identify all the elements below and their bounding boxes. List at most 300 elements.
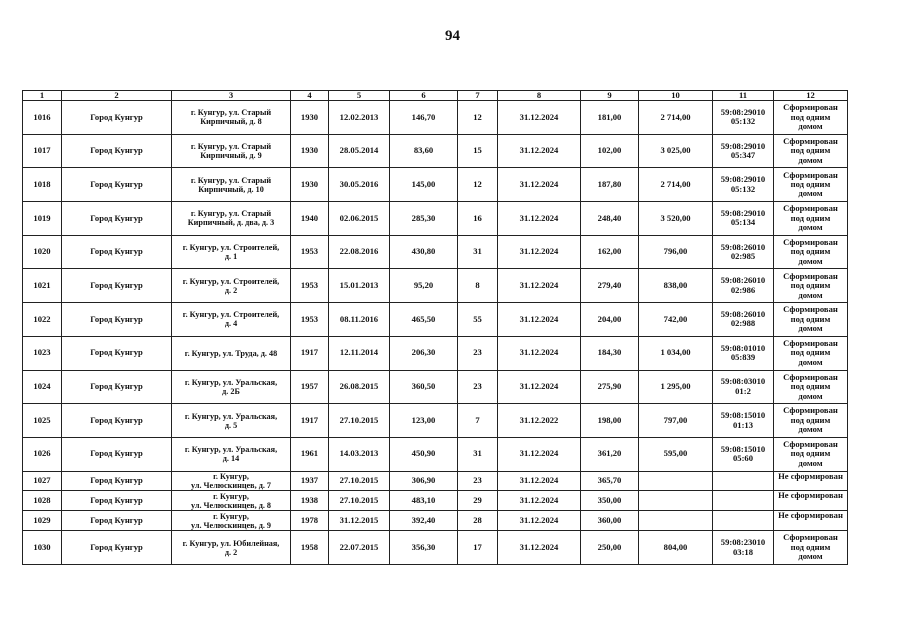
- year-built-cell: [291, 269, 329, 303]
- date-text: 14.03.2013: [339, 448, 379, 459]
- row-number-text: 1030: [33, 541, 51, 552]
- area-cell: [390, 336, 458, 370]
- column-header: 4: [291, 91, 329, 101]
- cost-text: 838,00: [663, 280, 688, 291]
- deadline-text: 31.12.2024: [519, 448, 559, 459]
- area-cell: [390, 134, 458, 168]
- deadline-cell: [498, 235, 581, 269]
- cost-per-sqm-cell: [581, 491, 639, 511]
- residents-text: 23: [473, 475, 482, 486]
- cadastral-number-cell: [713, 269, 774, 303]
- address-text: г. Кунгур,: [213, 472, 249, 481]
- address-text: г. Кунгур, ул. Старый: [190, 175, 272, 185]
- deadline-text: 31.12.2024: [519, 347, 559, 358]
- cost-cell: [639, 511, 713, 531]
- date-text: 08.11.2016: [339, 313, 379, 324]
- address-text: Кирпичный, д. два, д. 3: [187, 218, 275, 228]
- land-status-text: домом: [798, 424, 823, 435]
- municipality-cell: [62, 202, 172, 236]
- land-status-cell: [774, 471, 848, 491]
- municipality-text: Город Кунгур: [90, 448, 143, 459]
- cadastral-number-text: 59:08:15010: [720, 443, 766, 454]
- cadastral-number-cell: [713, 168, 774, 202]
- address-cell: [172, 336, 291, 370]
- area-text: 95,20: [413, 280, 434, 291]
- year-built-text: 1953: [300, 246, 319, 257]
- address-text: д. 2Б: [222, 386, 240, 396]
- municipality-cell: [62, 303, 172, 337]
- land-status-cell: [774, 303, 848, 337]
- land-status-cell: [774, 370, 848, 404]
- deadline-text: 31.12.2024: [519, 495, 559, 506]
- cost-per-sqm-cell: [581, 235, 639, 269]
- date-text: 31.12.2015: [339, 515, 379, 526]
- date-cell: [329, 471, 390, 491]
- residents-cell: [458, 471, 498, 491]
- year-built-text: 1917: [300, 414, 319, 425]
- cadastral-number-cell: [713, 235, 774, 269]
- cost-cell: [639, 235, 713, 269]
- land-status-text: Сформирован: [783, 270, 838, 281]
- address-cell: [172, 491, 291, 511]
- date-cell: [329, 269, 390, 303]
- municipality-text: Город Кунгур: [90, 280, 143, 291]
- row-number-cell: [23, 134, 62, 168]
- address-text: Кирпичный, д. 8: [200, 117, 262, 127]
- deadline-text: 31.12.2024: [519, 313, 559, 324]
- date-text: 27.10.2015: [339, 414, 379, 425]
- area-text: 285,30: [411, 212, 436, 223]
- cadastral-number-text: 05:60: [732, 453, 754, 464]
- land-status-text: под одним: [790, 347, 831, 358]
- area-cell: [390, 202, 458, 236]
- cost-cell: [639, 370, 713, 404]
- year-built-cell: [291, 404, 329, 438]
- date-text: 12.11.2014: [339, 347, 379, 358]
- column-header: 8: [498, 91, 581, 101]
- area-cell: [390, 235, 458, 269]
- municipality-cell: [62, 404, 172, 438]
- address-text: д. 2: [224, 285, 238, 295]
- cost-per-sqm-cell: [581, 168, 639, 202]
- deadline-text: 31.12.2024: [519, 381, 559, 392]
- column-header: 6: [390, 91, 458, 101]
- municipality-cell: [62, 370, 172, 404]
- address-text: г. Кунгур, ул. Старый: [190, 209, 272, 219]
- cadastral-number-text: 59:08:26010: [720, 241, 766, 252]
- deadline-text: 31.12.2024: [519, 515, 559, 526]
- deadline-cell: [498, 202, 581, 236]
- row-number-cell: [23, 269, 62, 303]
- cost-per-sqm-text: 365,70: [597, 475, 622, 486]
- deadline-text: 31.12.2022: [519, 414, 559, 425]
- cost-per-sqm-cell: [581, 202, 639, 236]
- residents-text: 55: [473, 313, 482, 324]
- deadline-text: 31.12.2024: [519, 475, 559, 486]
- deadline-text: 31.12.2024: [519, 246, 559, 257]
- cost-per-sqm-cell: [581, 303, 639, 337]
- cost-text: 595,00: [663, 448, 688, 459]
- land-status-cell: [774, 491, 848, 511]
- cadastral-number-text: 05:132: [730, 116, 756, 127]
- table-row: [23, 471, 848, 491]
- cadastral-number-text: 59:08:29010: [720, 106, 766, 117]
- year-built-text: 1953: [300, 313, 319, 324]
- residents-cell: [458, 168, 498, 202]
- year-built-cell: [291, 491, 329, 511]
- cost-cell: [639, 471, 713, 491]
- land-status-text: Сформирован: [783, 169, 838, 180]
- row-number-text: 1029: [33, 515, 51, 526]
- land-status-cell: [774, 336, 848, 370]
- column-header: 11: [713, 91, 774, 101]
- land-status-text: Сформирован: [783, 532, 838, 543]
- residents-cell: [458, 370, 498, 404]
- date-text: 27.10.2015: [339, 495, 379, 506]
- address-cell: [172, 134, 291, 168]
- residents-text: 12: [473, 111, 482, 122]
- year-built-cell: [291, 370, 329, 404]
- address-text: г. Кунгур,: [213, 511, 249, 521]
- municipality-text: Город Кунгур: [90, 178, 143, 189]
- residents-cell: [458, 336, 498, 370]
- cost-text: 1 034,00: [660, 347, 691, 358]
- cost-cell: [639, 269, 713, 303]
- cadastral-number-cell: [713, 370, 774, 404]
- row-number-text: 1016: [33, 111, 51, 122]
- cadastral-number-text: 59:08:29010: [720, 174, 766, 185]
- cost-per-sqm-cell: [581, 269, 639, 303]
- cadastral-number-cell: [713, 511, 774, 531]
- cost-cell: [639, 134, 713, 168]
- page-number: 94: [445, 28, 460, 44]
- cost-cell: [639, 168, 713, 202]
- municipality-cell: [62, 437, 172, 471]
- area-text: 392,40: [411, 515, 436, 526]
- cadastral-number-cell: [713, 336, 774, 370]
- date-cell: [329, 336, 390, 370]
- cadastral-number-cell: [713, 531, 774, 565]
- row-number-cell: [23, 168, 62, 202]
- row-number-cell: [23, 370, 62, 404]
- cost-per-sqm-cell: [581, 531, 639, 565]
- cost-per-sqm-cell: [581, 471, 639, 491]
- land-status-cell: [774, 202, 848, 236]
- address-text: ул. Челюскинцев, д. 8: [190, 500, 272, 510]
- date-cell: [329, 303, 390, 337]
- address-text: г. Кунгур,: [213, 491, 249, 501]
- table-row: [23, 235, 848, 269]
- deadline-text: 31.12.2024: [519, 111, 559, 122]
- cadastral-number-text: 59:08:15010: [720, 410, 766, 421]
- address-cell: [172, 235, 291, 269]
- land-status-text: под одним: [790, 381, 831, 392]
- cadastral-number-text: 59:08:29010: [720, 140, 766, 151]
- address-cell: [172, 511, 291, 531]
- address-text: ул. Челюскинцев, д. 9: [190, 520, 272, 530]
- column-header: 2: [62, 91, 172, 101]
- address-cell: [172, 531, 291, 565]
- area-text: 146,70: [411, 111, 436, 122]
- year-built-text: 1958: [300, 541, 319, 552]
- date-text: 26.08.2015: [339, 381, 379, 392]
- cadastral-number-text: 59:08:26010: [720, 275, 766, 286]
- address-cell: [172, 370, 291, 404]
- area-text: 83,60: [413, 145, 434, 156]
- cadastral-number-cell: [713, 303, 774, 337]
- area-cell: [390, 370, 458, 404]
- area-cell: [390, 168, 458, 202]
- area-cell: [390, 303, 458, 337]
- cost-text: 1 295,00: [660, 381, 691, 392]
- residents-text: 23: [473, 381, 482, 392]
- municipality-text: Город Кунгур: [90, 212, 143, 223]
- deadline-text: 31.12.2024: [519, 541, 559, 552]
- land-status-text: домом: [798, 289, 823, 300]
- area-text: 360,50: [411, 381, 436, 392]
- date-cell: [329, 404, 390, 438]
- deadline-text: 31.12.2024: [519, 212, 559, 223]
- land-status-text: Сформирован: [783, 405, 838, 416]
- cost-per-sqm-cell: [581, 511, 639, 531]
- cost-per-sqm-cell: [581, 437, 639, 471]
- residents-cell: [458, 202, 498, 236]
- land-status-text: Сформирован: [783, 439, 838, 450]
- date-cell: [329, 168, 390, 202]
- land-status-cell: [774, 404, 848, 438]
- table-row: [23, 168, 848, 202]
- cost-per-sqm-text: 102,00: [597, 145, 622, 156]
- row-number-text: 1019: [33, 212, 51, 223]
- area-text: 450,90: [411, 448, 436, 459]
- land-status-cell: [774, 235, 848, 269]
- land-status-text: под одним: [790, 414, 831, 425]
- deadline-cell: [498, 531, 581, 565]
- address-cell: [172, 437, 291, 471]
- deadline-text: 31.12.2024: [519, 145, 559, 156]
- year-built-cell: [291, 303, 329, 337]
- cost-per-sqm-text: 198,00: [597, 414, 622, 425]
- cost-per-sqm-text: 360,00: [597, 515, 622, 526]
- municipality-text: Город Кунгур: [90, 145, 143, 156]
- deadline-text: 31.12.2024: [519, 178, 559, 189]
- land-status-text: домом: [798, 121, 823, 132]
- row-number-text: 1023: [33, 347, 51, 358]
- cadastral-number-text: 59:08:26010: [720, 309, 766, 320]
- table-row: [23, 269, 848, 303]
- cadastral-number-cell: [713, 471, 774, 491]
- residents-cell: [458, 531, 498, 565]
- year-built-cell: [291, 101, 329, 135]
- municipality-text: Город Кунгур: [90, 475, 143, 486]
- deadline-cell: [498, 168, 581, 202]
- municipality-cell: [62, 134, 172, 168]
- municipality-text: Город Кунгур: [90, 495, 143, 506]
- table-row: [23, 437, 848, 471]
- cadastral-number-text: 02:986: [730, 284, 756, 295]
- date-cell: [329, 437, 390, 471]
- address-text: д. 1: [224, 252, 238, 262]
- year-built-text: 1978: [300, 515, 319, 526]
- land-status-cell: [774, 511, 848, 531]
- year-built-text: 1957: [300, 381, 319, 392]
- residents-cell: [458, 269, 498, 303]
- address-cell: [172, 168, 291, 202]
- land-status-text: под одним: [790, 448, 831, 459]
- municipality-cell: [62, 101, 172, 135]
- year-built-text: 1938: [300, 495, 319, 506]
- municipality-cell: [62, 336, 172, 370]
- address-text: г. Кунгур, ул. Уральская,: [184, 377, 278, 387]
- cost-per-sqm-cell: [581, 404, 639, 438]
- row-number-text: 1028: [33, 495, 51, 506]
- column-header: 12: [774, 91, 848, 101]
- municipality-text: Город Кунгур: [90, 515, 143, 526]
- address-text: г. Кунгур, ул. Строителей,: [182, 276, 280, 286]
- land-status-cell: [774, 134, 848, 168]
- deadline-cell: [498, 471, 581, 491]
- cadastral-number-text: 59:08:01010: [720, 342, 766, 353]
- cadastral-number-cell: [713, 491, 774, 511]
- date-text: 22.08.2016: [339, 246, 379, 257]
- land-status-text: под одним: [790, 212, 831, 223]
- address-text: г. Кунгур, ул. Старый: [190, 108, 272, 118]
- table-row: [23, 303, 848, 337]
- address-cell: [172, 269, 291, 303]
- land-status-text: под одним: [790, 280, 831, 291]
- cost-cell: [639, 303, 713, 337]
- area-text: 483,10: [411, 495, 436, 506]
- land-status-text: Сформирован: [783, 337, 838, 348]
- residents-text: 31: [473, 448, 482, 459]
- residents-cell: [458, 491, 498, 511]
- year-built-cell: [291, 235, 329, 269]
- address-text: д. 14: [222, 454, 240, 464]
- residents-text: 15: [473, 145, 482, 156]
- cost-text: 804,00: [663, 541, 688, 552]
- land-status-cell: [774, 269, 848, 303]
- address-cell: [172, 303, 291, 337]
- date-cell: [329, 491, 390, 511]
- cost-cell: [639, 202, 713, 236]
- year-built-cell: [291, 511, 329, 531]
- cadastral-number-text: 05:132: [730, 183, 756, 194]
- address-cell: [172, 404, 291, 438]
- area-cell: [390, 101, 458, 135]
- land-status-text: Не сформирован: [778, 471, 843, 481]
- cost-cell: [639, 437, 713, 471]
- year-built-text: 1961: [300, 448, 319, 459]
- date-text: 02.06.2015: [339, 212, 379, 223]
- cost-per-sqm-text: 250,00: [597, 541, 622, 552]
- row-number-cell: [23, 336, 62, 370]
- land-status-text: под одним: [790, 541, 831, 552]
- table-row: [23, 404, 848, 438]
- cost-text: 797,00: [663, 414, 688, 425]
- residents-text: 29: [473, 495, 482, 506]
- land-status-text: под одним: [790, 313, 831, 324]
- area-text: 206,30: [411, 347, 436, 358]
- land-status-text: Сформирован: [783, 304, 838, 315]
- date-text: 15.01.2013: [339, 280, 379, 291]
- residents-text: 7: [475, 414, 480, 425]
- cadastral-number-text: 02:985: [730, 251, 756, 262]
- date-cell: [329, 134, 390, 168]
- row-number-cell: [23, 531, 62, 565]
- cadastral-number-text: 05:839: [730, 352, 756, 363]
- deadline-cell: [498, 491, 581, 511]
- address-text: д. 2: [224, 547, 238, 557]
- date-text: 28.05.2014: [339, 145, 379, 156]
- residents-cell: [458, 303, 498, 337]
- date-text: 12.02.2013: [339, 111, 379, 122]
- cost-per-sqm-cell: [581, 370, 639, 404]
- deadline-cell: [498, 101, 581, 135]
- land-status-text: Не сформирован: [778, 490, 843, 501]
- year-built-cell: [291, 336, 329, 370]
- area-cell: [390, 269, 458, 303]
- residents-cell: [458, 235, 498, 269]
- date-cell: [329, 235, 390, 269]
- row-number-cell: [23, 437, 62, 471]
- deadline-cell: [498, 303, 581, 337]
- year-built-cell: [291, 531, 329, 565]
- land-status-text: Не сформирован: [778, 510, 843, 521]
- row-number-cell: [23, 303, 62, 337]
- municipality-cell: [62, 235, 172, 269]
- cost-text: 3 520,00: [660, 212, 691, 223]
- residents-text: 23: [473, 347, 482, 358]
- row-number-cell: [23, 404, 62, 438]
- deadline-cell: [498, 404, 581, 438]
- address-text: г. Кунгур, ул. Уральская,: [184, 445, 278, 455]
- municipality-text: Город Кунгур: [90, 541, 143, 552]
- land-status-text: домом: [798, 154, 823, 165]
- cost-per-sqm-text: 204,00: [597, 313, 622, 324]
- deadline-cell: [498, 336, 581, 370]
- address-text: г. Кунгур, ул. Строителей,: [182, 243, 280, 253]
- land-status-text: под одним: [790, 178, 831, 189]
- table-row: [23, 202, 848, 236]
- cost-per-sqm-text: 184,30: [597, 347, 622, 358]
- municipality-cell: [62, 491, 172, 511]
- cadastral-number-cell: [713, 134, 774, 168]
- column-header: 3: [172, 91, 291, 101]
- area-text: 306,90: [411, 475, 436, 486]
- area-text: 145,00: [411, 178, 436, 189]
- row-number-cell: [23, 235, 62, 269]
- deadline-cell: [498, 437, 581, 471]
- row-number-text: 1026: [33, 448, 51, 459]
- date-text: 22.07.2015: [339, 541, 379, 552]
- cost-per-sqm-text: 361,20: [597, 448, 622, 459]
- cost-per-sqm-text: 162,00: [597, 246, 622, 257]
- address-cell: [172, 202, 291, 236]
- cost-text: 3 025,00: [660, 145, 691, 156]
- header-row: [23, 91, 848, 101]
- address-text: г. Кунгур, ул. Строителей,: [182, 310, 280, 320]
- residents-cell: [458, 437, 498, 471]
- residents-text: 16: [473, 212, 482, 223]
- cadastral-number-text: 05:347: [730, 150, 756, 161]
- table-row: [23, 531, 848, 565]
- address-text: г. Кунгур, ул. Труда, д. 48: [184, 348, 278, 358]
- cost-text: 2 714,00: [660, 178, 691, 189]
- row-number-text: 1024: [33, 381, 51, 392]
- deadline-cell: [498, 269, 581, 303]
- row-number-text: 1021: [33, 280, 51, 291]
- table-row: [23, 370, 848, 404]
